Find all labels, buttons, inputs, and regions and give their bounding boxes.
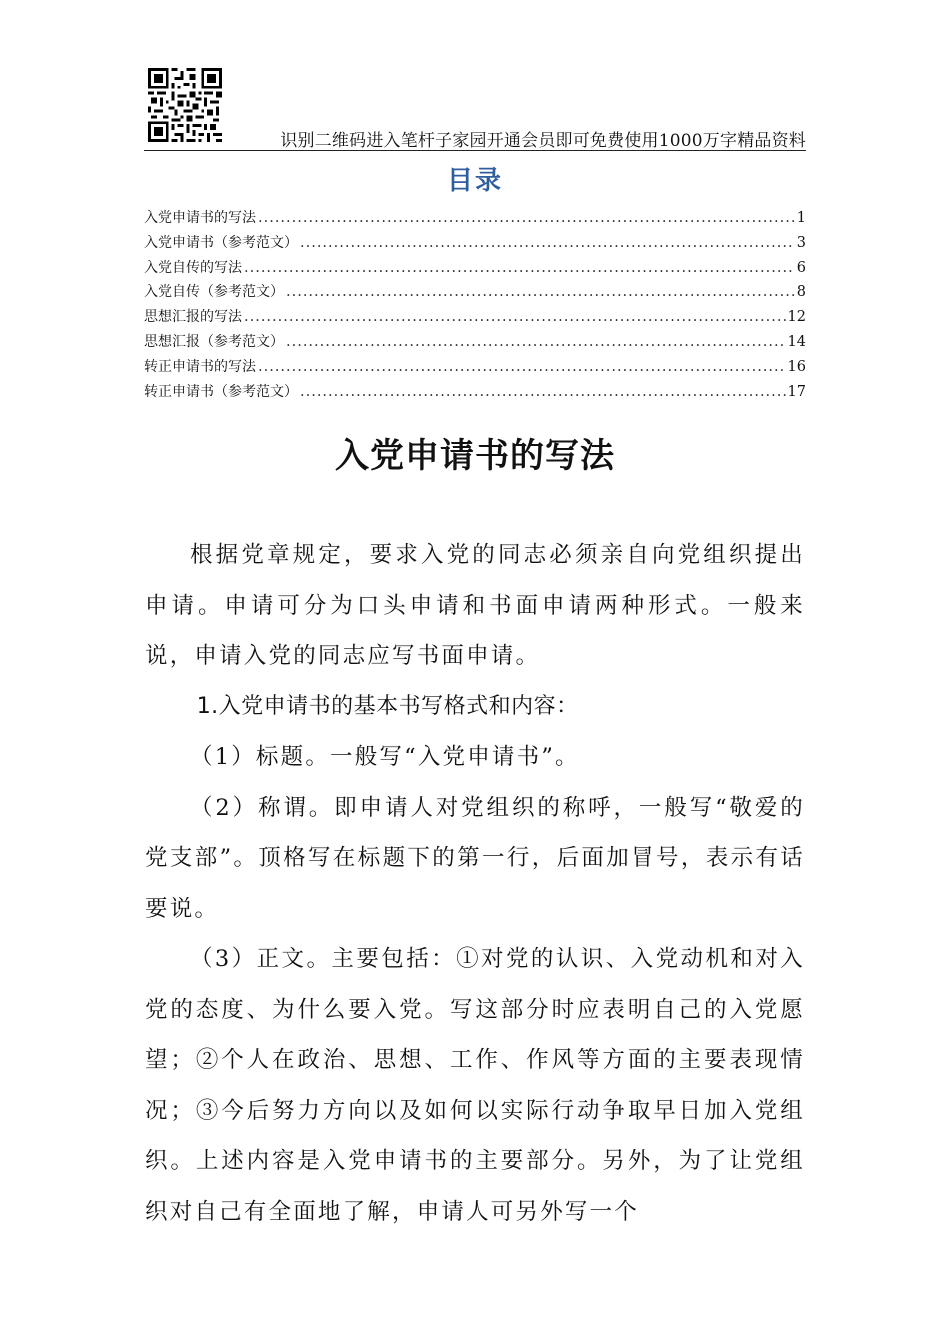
toc-leader-dots xyxy=(244,260,795,276)
page-header xyxy=(144,68,806,152)
toc-entry-page: 17 xyxy=(787,383,806,400)
toc-entry[interactable] xyxy=(144,331,806,356)
list-item-title: （1）标题。一般写“入党申请书”。 xyxy=(190,744,580,770)
toc-entry[interactable] xyxy=(144,207,806,232)
toc-leader-dots xyxy=(258,359,786,375)
toc-entry-title: 入党自传（参考范文） xyxy=(144,284,284,301)
toc-entry-title: 思想汇报（参考范文） xyxy=(144,333,284,350)
toc-leader-dots xyxy=(300,235,795,251)
toc-entry-page: 14 xyxy=(787,333,806,350)
promo-banner-text: 识别二维码进入笔杆子家园开通会员即可免费使用1000万字精品资料 xyxy=(280,131,806,151)
toc-entry-title: 入党申请书的写法 xyxy=(144,210,256,226)
toc-entry[interactable] xyxy=(144,306,806,331)
list-item-salutation: （2）称谓。即申请人对党组织的称呼，一般写“敬爱的党支部”。顶格写在标题下的第一行，后面加冒号，表示有话要说。 xyxy=(145,794,805,922)
toc-entry-page: 1 xyxy=(796,210,806,226)
section-heading: 1.入党申请书的基本书写格式和内容： xyxy=(196,693,579,719)
toc-entry[interactable] xyxy=(144,257,806,282)
article-body xyxy=(145,530,805,1237)
toc-entry[interactable] xyxy=(144,232,806,257)
toc-leader-dots xyxy=(286,284,795,300)
toc-entry-title: 思想汇报的写法 xyxy=(144,309,242,326)
toc-entry[interactable] xyxy=(144,281,806,306)
toc-entry-page: 6 xyxy=(796,259,806,276)
toc-entry-page: 12 xyxy=(787,309,806,326)
toc-entry-page: 8 xyxy=(796,284,806,301)
table-of-contents xyxy=(144,207,806,405)
article-title: 入党申请书的写法 xyxy=(335,436,615,476)
toc-title: 目录 xyxy=(446,166,503,196)
toc-entry[interactable] xyxy=(144,381,806,406)
list-item-body: （3）正文。主要包括：①对党的认识、入党动机和对入党的态度、为什么要入党。写这部分时应表明自己的入党愿望；②个人在政治、思想、工作、作风等方面的主要表现情况；③今后努力方向以及如何以实际行动争取早日加入党组织。上述内容是入党申请书的主要部分。另外，为了让党组织对自己有全面地了解，申请人可另外写一个 xyxy=(145,946,805,1225)
toc-entry-title: 入党自传的写法 xyxy=(144,259,242,276)
qr-code-icon[interactable] xyxy=(148,68,222,142)
toc-entry-title: 转正申请书的写法 xyxy=(144,358,256,375)
toc-entry-title: 转正申请书（参考范文） xyxy=(144,383,298,400)
toc-entry-page: 16 xyxy=(787,358,806,375)
toc-leader-dots xyxy=(244,309,786,325)
toc-leader-dots xyxy=(286,334,786,350)
toc-entry-title: 入党申请书（参考范文） xyxy=(144,234,298,251)
toc-entry[interactable] xyxy=(144,356,806,381)
toc-leader-dots xyxy=(258,210,795,226)
toc-leader-dots xyxy=(300,384,786,400)
intro-paragraph: 根据党章规定，要求入党的同志必须亲自向党组织提出申请。申请可分为口头申请和书面申请两种形式。一般来说，申请入党的同志应写书面申请。 xyxy=(145,542,805,669)
header-divider xyxy=(144,150,806,151)
toc-entry-page: 3 xyxy=(796,234,806,251)
